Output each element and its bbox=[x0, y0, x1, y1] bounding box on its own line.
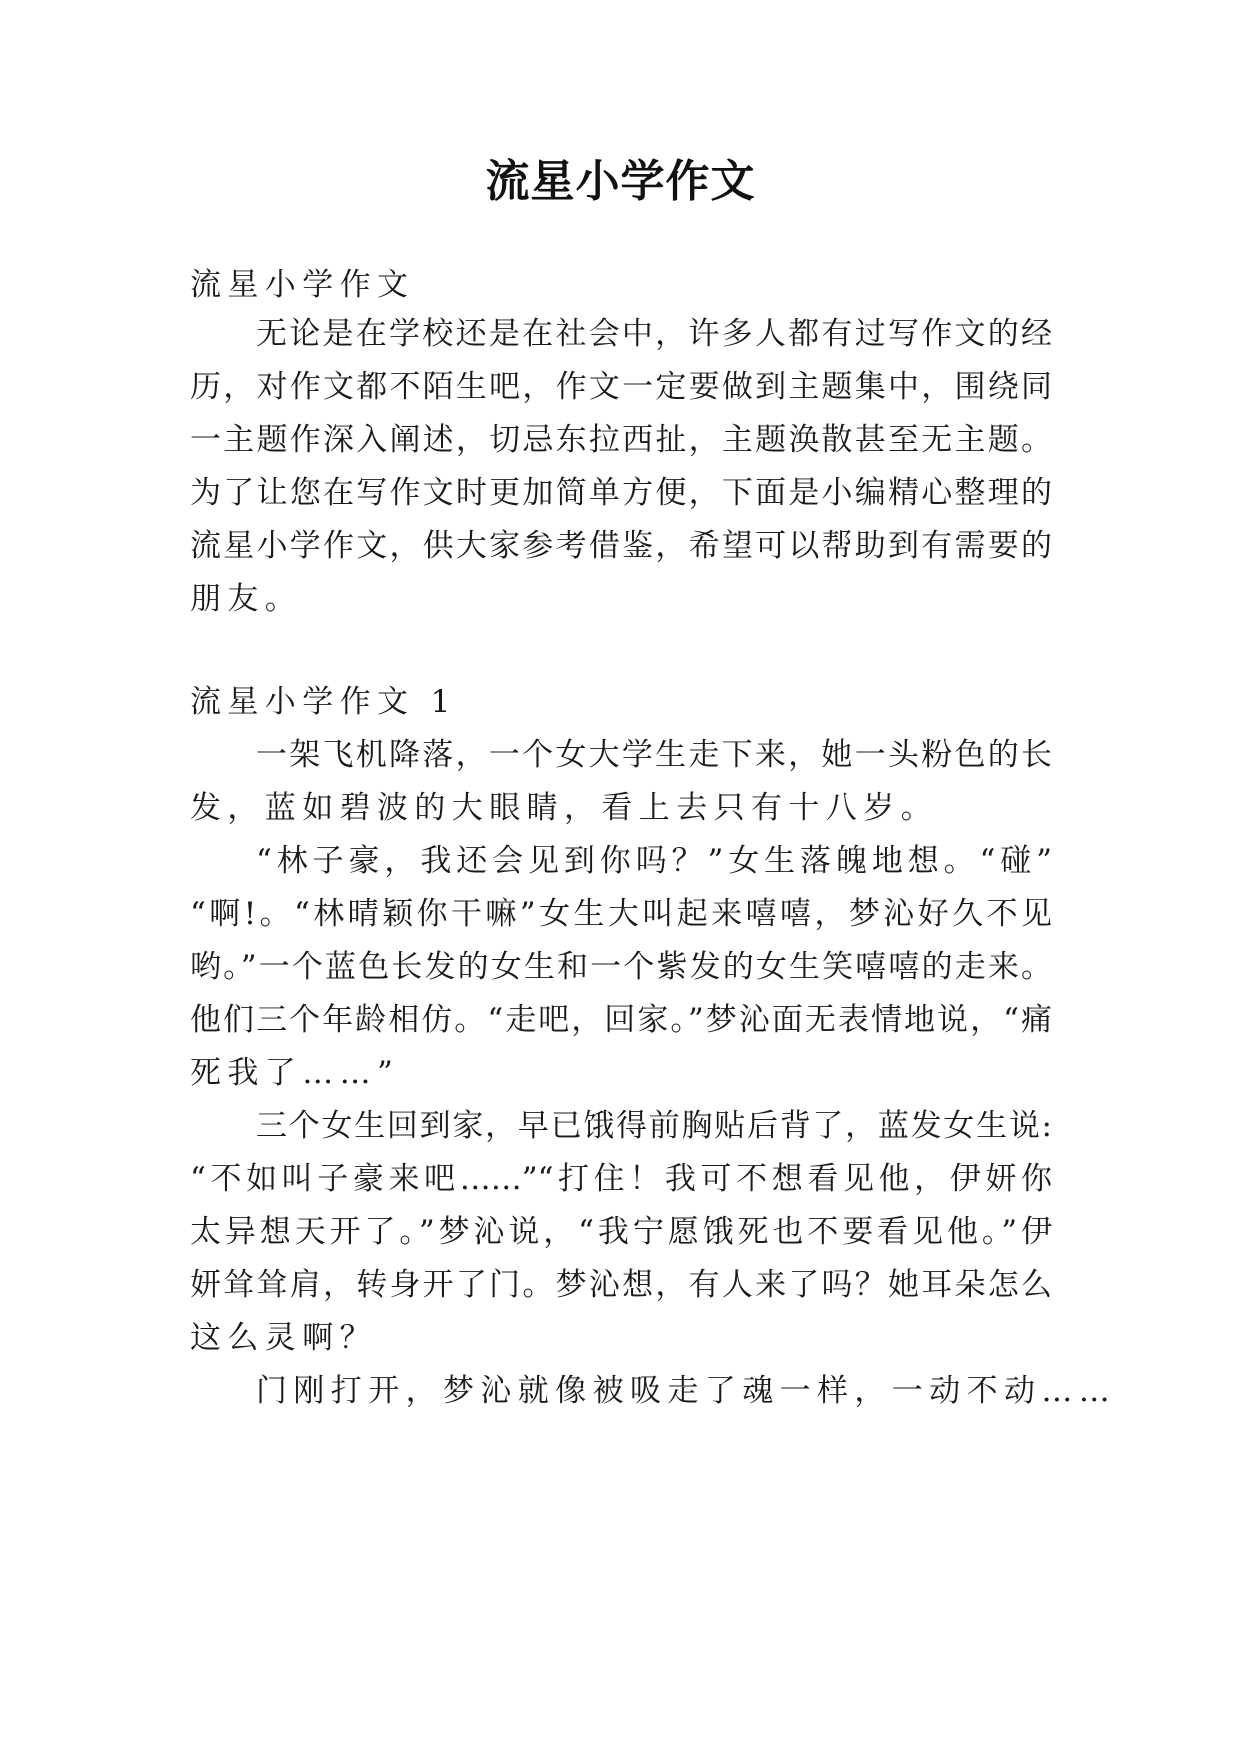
paragraph-line: 三个女生回到家，早已饿得前胸贴后背了，蓝发女生说: bbox=[256, 1108, 1052, 1144]
paragraph-line: 历，对作文都不陌生吧，作文一定要做到主题集中，围绕同 bbox=[190, 369, 1052, 405]
paragraph-line: 发，蓝如碧波的大眼睛，看上去只有十八岁。 bbox=[190, 790, 938, 826]
paragraph-line: 一主题作深入阐述，切忌东拉西扯，主题涣散甚至无主题。 bbox=[190, 422, 1052, 458]
paragraph-line: 妍耸耸肩，转身开了门。梦沁想，有人来了吗？她耳朵怎么 bbox=[190, 1267, 1052, 1303]
paragraph-line: 无论是在学校还是在社会中，许多人都有过写作文的经 bbox=[256, 316, 1052, 352]
paragraph-line: “不如叫子豪来吧……”“打住！我可不想看见他，伊妍你 bbox=[190, 1161, 1052, 1197]
paragraph-line: “啊!。“林晴颖你干嘛”女生大叫起来嘻嘻，梦沁好久不见 bbox=[190, 896, 1052, 932]
paragraph-line: 死我了……” bbox=[190, 1055, 400, 1091]
paragraph-line: 他们三个年龄相仿。“走吧，回家。”梦沁面无表情地说，“痛 bbox=[190, 1002, 1052, 1038]
paragraph-line: “林子豪，我还会见到你吗？”女生落魄地想。“碰” bbox=[256, 843, 1052, 879]
paragraph-line: 一架飞机降落，一个女大学生走下来，她一头粉色的长 bbox=[256, 737, 1052, 773]
paragraph-line: 哟。”一个蓝色长发的女生和一个紫发的女生笑嘻嘻的走来。 bbox=[190, 949, 1052, 985]
document-title: 流星小学作文 bbox=[485, 156, 756, 207]
paragraph-line: 朋友。 bbox=[190, 581, 303, 617]
paragraph-line: 为了让您在写作文时更加简单方便，下面是小编精心整理的 bbox=[190, 475, 1052, 511]
section-heading: 流星小学作文 bbox=[190, 267, 415, 303]
section-heading: 流星小学作文 1 bbox=[190, 684, 457, 720]
paragraph-line: 这么灵啊？ bbox=[190, 1320, 377, 1356]
paragraph-line: 太异想天开了。”梦沁说，“我宁愿饿死也不要看见他。”伊 bbox=[190, 1214, 1052, 1250]
paragraph-line: 门刚打开，梦沁就像被吸走了魂一样，一动不动…… bbox=[256, 1373, 1117, 1409]
paragraph-line: 流星小学作文，供大家参考借鉴，希望可以帮助到有需要的 bbox=[190, 528, 1052, 564]
